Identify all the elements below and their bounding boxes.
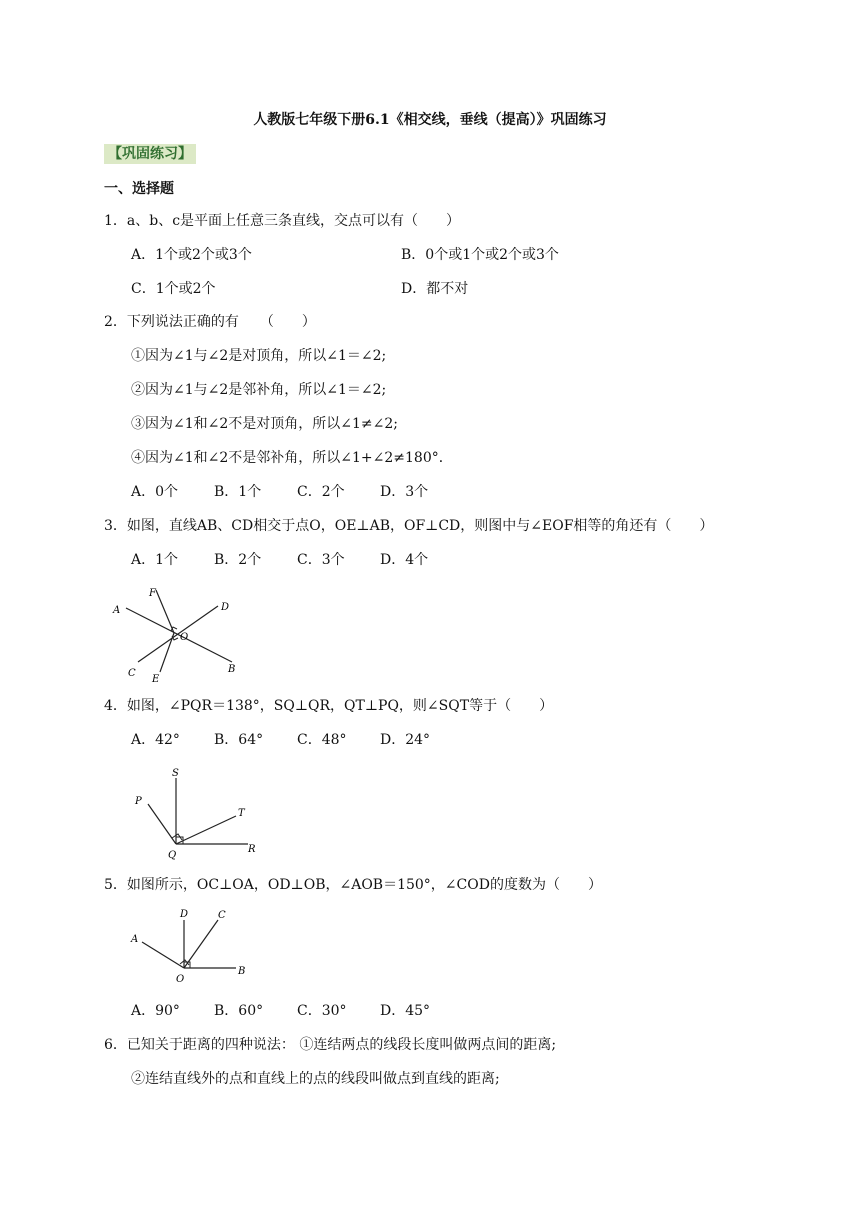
page-title: 人教版七年级下册6.1《相交线，垂线（提高）》巩固练习 bbox=[253, 112, 607, 128]
q3-option-b: B．2个 bbox=[214, 552, 262, 568]
q4-stem: 4．如图，∠PQR＝138°，SQ⊥QR，QT⊥PQ，则∠SQT等于（ ） bbox=[104, 698, 554, 714]
q3-label-d: D bbox=[221, 602, 230, 613]
q5-label-a: A bbox=[131, 934, 139, 945]
q5-option-a: A．90° bbox=[131, 1003, 180, 1019]
q5-label-c: C bbox=[218, 910, 226, 921]
q4-option-b: B．64° bbox=[214, 732, 264, 748]
q1-option-d: D．都不对 bbox=[401, 281, 469, 297]
q4-option-c: C．48° bbox=[297, 732, 347, 748]
q3-label-c: C bbox=[128, 668, 136, 679]
q5-label-o: O bbox=[176, 974, 185, 985]
q2-stem: 2．下列说法正确的有 （ ） bbox=[104, 314, 316, 330]
q3-label-a: A bbox=[113, 605, 121, 616]
q3-label-f: F bbox=[149, 588, 156, 599]
q1-option-a: A．1个或2个或3个 bbox=[131, 247, 252, 263]
q4-label-t: T bbox=[238, 808, 245, 819]
q4-label-p: P bbox=[135, 796, 142, 807]
q3-label-o: O bbox=[180, 632, 189, 643]
q4-label-q: Q bbox=[168, 850, 177, 861]
q2-option-b: B．1个 bbox=[214, 484, 262, 500]
q1-option-b: B．0个或1个或2个或3个 bbox=[401, 247, 559, 263]
q1-option-c: C．1个或2个 bbox=[131, 281, 216, 297]
q3-option-a: A．1个 bbox=[131, 552, 179, 568]
q5-label-b: B bbox=[238, 966, 246, 977]
q4-figure bbox=[128, 764, 262, 864]
q4-label-s: S bbox=[172, 768, 179, 779]
q2-statement-4: ④因为∠1和∠2不是邻补角，所以∠1+∠2≠180°． bbox=[131, 450, 453, 466]
q3-label-e: E bbox=[152, 674, 160, 685]
q4-option-d: D．24° bbox=[380, 732, 431, 748]
q2-statement-2: ②因为∠1与∠2是邻补角，所以∠1＝∠2; bbox=[131, 382, 387, 398]
q5-stem: 5．如图所示，OC⊥OA，OD⊥OB，∠AOB＝150°，∠COD的度数为（ ） bbox=[104, 877, 602, 893]
q3-label-b: B bbox=[228, 664, 236, 675]
q4-label-r: R bbox=[248, 844, 256, 855]
q3-option-c: C．3个 bbox=[297, 552, 345, 568]
q5-label-d: D bbox=[180, 909, 189, 920]
q6-statement-2: ②连结直线外的点和直线上的点的线段叫做点到直线的距离; bbox=[131, 1071, 500, 1087]
q3-option-d: D．4个 bbox=[380, 552, 429, 568]
q2-option-d: D．3个 bbox=[380, 484, 429, 500]
q6-stem: 6．已知关于距离的四种说法： ①连结两点的线段长度叫做两点间的距离; bbox=[104, 1037, 557, 1053]
q3-figure bbox=[108, 582, 248, 686]
q5-option-c: C．30° bbox=[297, 1003, 347, 1019]
section-heading: 一、选择题 bbox=[104, 181, 174, 197]
exercise-badge: 【巩固练习】 bbox=[104, 144, 196, 164]
q5-option-d: D．45° bbox=[380, 1003, 431, 1019]
q2-option-c: C．2个 bbox=[297, 484, 345, 500]
q5-figure bbox=[128, 906, 254, 986]
q2-statement-1: ①因为∠1与∠2是对顶角，所以∠1＝∠2; bbox=[131, 348, 387, 364]
q2-statement-3: ③因为∠1和∠2不是对顶角，所以∠1≠∠2; bbox=[131, 416, 398, 432]
q2-option-a: A．0个 bbox=[131, 484, 179, 500]
q3-stem: 3．如图，直线AB、CD相交于点O，OE⊥AB，OF⊥CD，则图中与∠EOF相等的角还有（ ） bbox=[104, 518, 714, 534]
q1-stem: 1．a、b、c是平面上任意三条直线，交点可以有（ ） bbox=[104, 213, 461, 229]
q4-option-a: A．42° bbox=[131, 732, 180, 748]
q5-option-b: B．60° bbox=[214, 1003, 264, 1019]
